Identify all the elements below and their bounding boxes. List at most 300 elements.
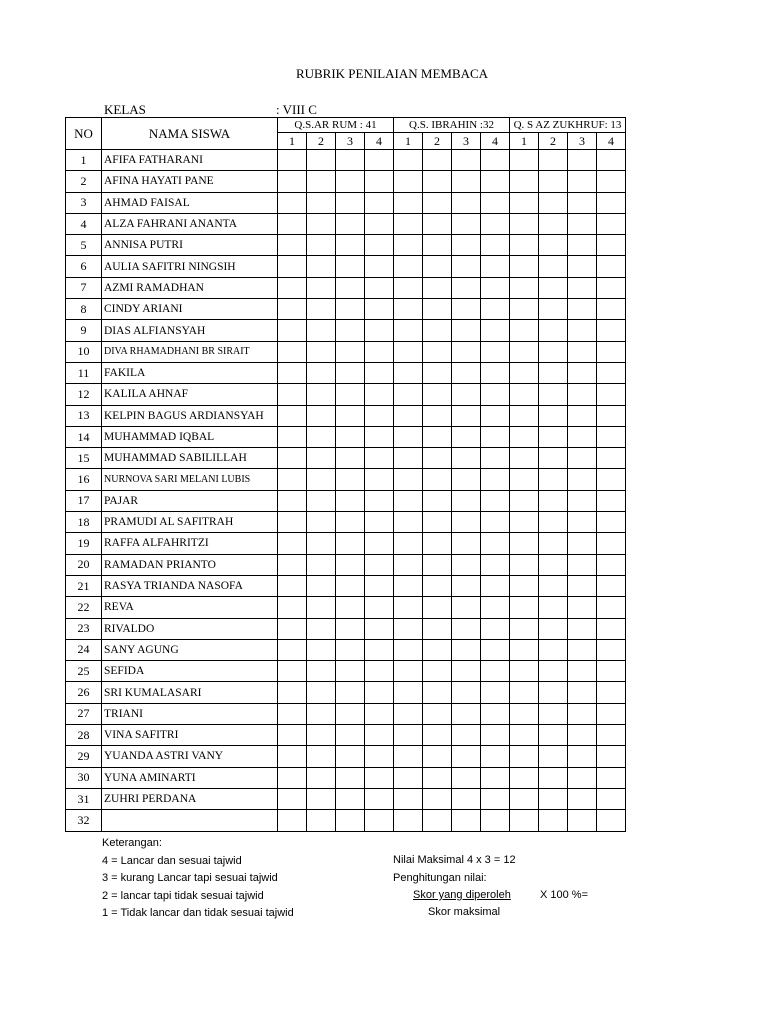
- score-cell[interactable]: [568, 469, 597, 490]
- score-cell[interactable]: [568, 171, 597, 192]
- score-cell[interactable]: [481, 490, 510, 511]
- score-cell[interactable]: [365, 299, 394, 320]
- score-cell[interactable]: [365, 490, 394, 511]
- score-cell[interactable]: [394, 277, 423, 298]
- score-cell[interactable]: [452, 469, 481, 490]
- score-cell[interactable]: [336, 235, 365, 256]
- score-cell[interactable]: [452, 554, 481, 575]
- score-cell[interactable]: [423, 469, 452, 490]
- score-cell[interactable]: [365, 639, 394, 660]
- score-cell[interactable]: [423, 554, 452, 575]
- score-cell[interactable]: [307, 213, 336, 234]
- score-cell[interactable]: [365, 448, 394, 469]
- score-cell[interactable]: [365, 512, 394, 533]
- score-cell[interactable]: [452, 362, 481, 383]
- score-cell[interactable]: [481, 703, 510, 724]
- score-cell[interactable]: [336, 767, 365, 788]
- score-cell[interactable]: [539, 448, 568, 469]
- score-cell[interactable]: [597, 597, 626, 618]
- score-cell[interactable]: [481, 235, 510, 256]
- score-cell[interactable]: [539, 575, 568, 596]
- score-cell[interactable]: [539, 235, 568, 256]
- score-cell[interactable]: [539, 639, 568, 660]
- score-cell[interactable]: [394, 725, 423, 746]
- score-cell[interactable]: [394, 299, 423, 320]
- score-cell[interactable]: [481, 320, 510, 341]
- score-cell[interactable]: [597, 426, 626, 447]
- score-cell[interactable]: [597, 639, 626, 660]
- score-cell[interactable]: [597, 469, 626, 490]
- score-cell[interactable]: [539, 384, 568, 405]
- score-cell[interactable]: [278, 150, 307, 171]
- score-cell[interactable]: [452, 767, 481, 788]
- score-cell[interactable]: [452, 150, 481, 171]
- score-cell[interactable]: [539, 150, 568, 171]
- score-cell[interactable]: [307, 362, 336, 383]
- score-cell[interactable]: [597, 384, 626, 405]
- score-cell[interactable]: [307, 235, 336, 256]
- score-cell[interactable]: [365, 235, 394, 256]
- score-cell[interactable]: [336, 405, 365, 426]
- score-cell[interactable]: [539, 661, 568, 682]
- score-cell[interactable]: [365, 767, 394, 788]
- score-cell[interactable]: [539, 256, 568, 277]
- score-cell[interactable]: [568, 448, 597, 469]
- score-cell[interactable]: [481, 469, 510, 490]
- score-cell[interactable]: [336, 213, 365, 234]
- score-cell[interactable]: [568, 277, 597, 298]
- score-cell[interactable]: [336, 171, 365, 192]
- score-cell[interactable]: [597, 277, 626, 298]
- score-cell[interactable]: [597, 661, 626, 682]
- score-cell[interactable]: [336, 703, 365, 724]
- score-cell[interactable]: [423, 725, 452, 746]
- score-cell[interactable]: [452, 490, 481, 511]
- score-cell[interactable]: [307, 171, 336, 192]
- score-cell[interactable]: [510, 490, 539, 511]
- score-cell[interactable]: [336, 575, 365, 596]
- score-cell[interactable]: [510, 192, 539, 213]
- score-cell[interactable]: [510, 639, 539, 660]
- score-cell[interactable]: [336, 618, 365, 639]
- score-cell[interactable]: [278, 725, 307, 746]
- score-cell[interactable]: [539, 469, 568, 490]
- score-cell[interactable]: [307, 426, 336, 447]
- score-cell[interactable]: [278, 746, 307, 767]
- score-cell[interactable]: [423, 512, 452, 533]
- score-cell[interactable]: [365, 554, 394, 575]
- score-cell[interactable]: [539, 213, 568, 234]
- score-cell[interactable]: [423, 235, 452, 256]
- score-cell[interactable]: [481, 788, 510, 809]
- score-cell[interactable]: [481, 575, 510, 596]
- score-cell[interactable]: [336, 150, 365, 171]
- score-cell[interactable]: [423, 256, 452, 277]
- score-cell[interactable]: [568, 362, 597, 383]
- score-cell[interactable]: [394, 533, 423, 554]
- score-cell[interactable]: [278, 512, 307, 533]
- score-cell[interactable]: [452, 746, 481, 767]
- score-cell[interactable]: [597, 810, 626, 831]
- score-cell[interactable]: [307, 277, 336, 298]
- score-cell[interactable]: [539, 725, 568, 746]
- score-cell[interactable]: [336, 277, 365, 298]
- score-cell[interactable]: [365, 725, 394, 746]
- score-cell[interactable]: [307, 533, 336, 554]
- score-cell[interactable]: [365, 746, 394, 767]
- score-cell[interactable]: [278, 639, 307, 660]
- score-cell[interactable]: [278, 682, 307, 703]
- score-cell[interactable]: [336, 746, 365, 767]
- score-cell[interactable]: [568, 256, 597, 277]
- score-cell[interactable]: [336, 661, 365, 682]
- score-cell[interactable]: [597, 703, 626, 724]
- score-cell[interactable]: [481, 661, 510, 682]
- score-cell[interactable]: [568, 320, 597, 341]
- score-cell[interactable]: [510, 150, 539, 171]
- score-cell[interactable]: [510, 725, 539, 746]
- score-cell[interactable]: [568, 192, 597, 213]
- score-cell[interactable]: [278, 362, 307, 383]
- score-cell[interactable]: [423, 810, 452, 831]
- score-cell[interactable]: [452, 661, 481, 682]
- score-cell[interactable]: [510, 533, 539, 554]
- score-cell[interactable]: [278, 426, 307, 447]
- score-cell[interactable]: [452, 426, 481, 447]
- score-cell[interactable]: [307, 725, 336, 746]
- score-cell[interactable]: [394, 171, 423, 192]
- score-cell[interactable]: [394, 213, 423, 234]
- score-cell[interactable]: [365, 788, 394, 809]
- score-cell[interactable]: [510, 405, 539, 426]
- score-cell[interactable]: [423, 362, 452, 383]
- score-cell[interactable]: [336, 554, 365, 575]
- score-cell[interactable]: [568, 299, 597, 320]
- score-cell[interactable]: [365, 469, 394, 490]
- score-cell[interactable]: [510, 384, 539, 405]
- score-cell[interactable]: [365, 618, 394, 639]
- score-cell[interactable]: [481, 618, 510, 639]
- score-cell[interactable]: [394, 320, 423, 341]
- score-cell[interactable]: [336, 256, 365, 277]
- score-cell[interactable]: [597, 788, 626, 809]
- score-cell[interactable]: [394, 512, 423, 533]
- score-cell[interactable]: [510, 703, 539, 724]
- score-cell[interactable]: [307, 405, 336, 426]
- score-cell[interactable]: [510, 810, 539, 831]
- score-cell[interactable]: [597, 490, 626, 511]
- score-cell[interactable]: [452, 405, 481, 426]
- score-cell[interactable]: [481, 746, 510, 767]
- score-cell[interactable]: [597, 512, 626, 533]
- score-cell[interactable]: [307, 469, 336, 490]
- score-cell[interactable]: [278, 618, 307, 639]
- score-cell[interactable]: [539, 320, 568, 341]
- score-cell[interactable]: [307, 490, 336, 511]
- score-cell[interactable]: [307, 767, 336, 788]
- score-cell[interactable]: [394, 192, 423, 213]
- score-cell[interactable]: [423, 299, 452, 320]
- score-cell[interactable]: [452, 171, 481, 192]
- score-cell[interactable]: [568, 810, 597, 831]
- score-cell[interactable]: [481, 362, 510, 383]
- score-cell[interactable]: [365, 256, 394, 277]
- score-cell[interactable]: [481, 725, 510, 746]
- score-cell[interactable]: [510, 554, 539, 575]
- score-cell[interactable]: [452, 256, 481, 277]
- score-cell[interactable]: [539, 682, 568, 703]
- score-cell[interactable]: [481, 277, 510, 298]
- score-cell[interactable]: [307, 299, 336, 320]
- score-cell[interactable]: [481, 150, 510, 171]
- score-cell[interactable]: [539, 405, 568, 426]
- score-cell[interactable]: [394, 788, 423, 809]
- score-cell[interactable]: [394, 746, 423, 767]
- score-cell[interactable]: [510, 469, 539, 490]
- score-cell[interactable]: [481, 171, 510, 192]
- score-cell[interactable]: [568, 384, 597, 405]
- score-cell[interactable]: [539, 490, 568, 511]
- score-cell[interactable]: [510, 171, 539, 192]
- score-cell[interactable]: [423, 171, 452, 192]
- score-cell[interactable]: [452, 725, 481, 746]
- score-cell[interactable]: [568, 618, 597, 639]
- score-cell[interactable]: [597, 235, 626, 256]
- score-cell[interactable]: [568, 575, 597, 596]
- score-cell[interactable]: [510, 788, 539, 809]
- score-cell[interactable]: [365, 150, 394, 171]
- score-cell[interactable]: [336, 192, 365, 213]
- score-cell[interactable]: [394, 341, 423, 362]
- score-cell[interactable]: [452, 192, 481, 213]
- score-cell[interactable]: [307, 597, 336, 618]
- score-cell[interactable]: [539, 788, 568, 809]
- score-cell[interactable]: [539, 299, 568, 320]
- score-cell[interactable]: [365, 384, 394, 405]
- score-cell[interactable]: [278, 575, 307, 596]
- score-cell[interactable]: [336, 426, 365, 447]
- score-cell[interactable]: [394, 618, 423, 639]
- score-cell[interactable]: [568, 682, 597, 703]
- score-cell[interactable]: [423, 490, 452, 511]
- score-cell[interactable]: [307, 256, 336, 277]
- score-cell[interactable]: [394, 597, 423, 618]
- score-cell[interactable]: [336, 448, 365, 469]
- score-cell[interactable]: [336, 299, 365, 320]
- score-cell[interactable]: [539, 597, 568, 618]
- score-cell[interactable]: [278, 469, 307, 490]
- score-cell[interactable]: [597, 320, 626, 341]
- score-cell[interactable]: [452, 341, 481, 362]
- score-cell[interactable]: [365, 192, 394, 213]
- score-cell[interactable]: [481, 299, 510, 320]
- score-cell[interactable]: [539, 746, 568, 767]
- score-cell[interactable]: [568, 512, 597, 533]
- score-cell[interactable]: [278, 213, 307, 234]
- score-cell[interactable]: [278, 405, 307, 426]
- score-cell[interactable]: [365, 213, 394, 234]
- score-cell[interactable]: [423, 703, 452, 724]
- score-cell[interactable]: [423, 639, 452, 660]
- score-cell[interactable]: [510, 256, 539, 277]
- score-cell[interactable]: [336, 384, 365, 405]
- score-cell[interactable]: [423, 405, 452, 426]
- score-cell[interactable]: [539, 618, 568, 639]
- score-cell[interactable]: [452, 213, 481, 234]
- score-cell[interactable]: [568, 597, 597, 618]
- score-cell[interactable]: [423, 533, 452, 554]
- score-cell[interactable]: [278, 767, 307, 788]
- score-cell[interactable]: [597, 448, 626, 469]
- score-cell[interactable]: [307, 575, 336, 596]
- score-cell[interactable]: [394, 469, 423, 490]
- score-cell[interactable]: [452, 299, 481, 320]
- score-cell[interactable]: [278, 384, 307, 405]
- score-cell[interactable]: [510, 299, 539, 320]
- score-cell[interactable]: [539, 810, 568, 831]
- score-cell[interactable]: [539, 767, 568, 788]
- score-cell[interactable]: [278, 788, 307, 809]
- score-cell[interactable]: [452, 384, 481, 405]
- score-cell[interactable]: [394, 384, 423, 405]
- score-cell[interactable]: [597, 171, 626, 192]
- score-cell[interactable]: [278, 533, 307, 554]
- score-cell[interactable]: [452, 788, 481, 809]
- score-cell[interactable]: [597, 618, 626, 639]
- score-cell[interactable]: [336, 512, 365, 533]
- score-cell[interactable]: [365, 320, 394, 341]
- score-cell[interactable]: [278, 299, 307, 320]
- score-cell[interactable]: [394, 490, 423, 511]
- score-cell[interactable]: [481, 426, 510, 447]
- score-cell[interactable]: [539, 192, 568, 213]
- score-cell[interactable]: [568, 213, 597, 234]
- score-cell[interactable]: [452, 597, 481, 618]
- score-cell[interactable]: [423, 448, 452, 469]
- score-cell[interactable]: [336, 725, 365, 746]
- score-cell[interactable]: [278, 341, 307, 362]
- score-cell[interactable]: [510, 618, 539, 639]
- score-cell[interactable]: [568, 639, 597, 660]
- score-cell[interactable]: [307, 682, 336, 703]
- score-cell[interactable]: [423, 618, 452, 639]
- score-cell[interactable]: [481, 256, 510, 277]
- score-cell[interactable]: [394, 256, 423, 277]
- score-cell[interactable]: [597, 256, 626, 277]
- score-cell[interactable]: [365, 277, 394, 298]
- score-cell[interactable]: [307, 746, 336, 767]
- score-cell[interactable]: [307, 448, 336, 469]
- score-cell[interactable]: [307, 384, 336, 405]
- score-cell[interactable]: [539, 426, 568, 447]
- score-cell[interactable]: [307, 810, 336, 831]
- score-cell[interactable]: [336, 320, 365, 341]
- score-cell[interactable]: [307, 639, 336, 660]
- score-cell[interactable]: [568, 426, 597, 447]
- score-cell[interactable]: [423, 277, 452, 298]
- score-cell[interactable]: [365, 171, 394, 192]
- score-cell[interactable]: [597, 192, 626, 213]
- score-cell[interactable]: [597, 746, 626, 767]
- score-cell[interactable]: [539, 533, 568, 554]
- score-cell[interactable]: [394, 703, 423, 724]
- score-cell[interactable]: [452, 533, 481, 554]
- score-cell[interactable]: [365, 575, 394, 596]
- score-cell[interactable]: [423, 788, 452, 809]
- score-cell[interactable]: [510, 682, 539, 703]
- score-cell[interactable]: [510, 448, 539, 469]
- score-cell[interactable]: [568, 235, 597, 256]
- score-cell[interactable]: [597, 725, 626, 746]
- score-cell[interactable]: [452, 810, 481, 831]
- score-cell[interactable]: [597, 213, 626, 234]
- score-cell[interactable]: [336, 490, 365, 511]
- score-cell[interactable]: [278, 810, 307, 831]
- score-cell[interactable]: [394, 810, 423, 831]
- score-cell[interactable]: [481, 192, 510, 213]
- score-cell[interactable]: [423, 150, 452, 171]
- score-cell[interactable]: [336, 533, 365, 554]
- score-cell[interactable]: [481, 512, 510, 533]
- score-cell[interactable]: [481, 384, 510, 405]
- score-cell[interactable]: [307, 192, 336, 213]
- score-cell[interactable]: [278, 277, 307, 298]
- score-cell[interactable]: [481, 597, 510, 618]
- score-cell[interactable]: [307, 661, 336, 682]
- score-cell[interactable]: [568, 725, 597, 746]
- score-cell[interactable]: [423, 426, 452, 447]
- score-cell[interactable]: [568, 746, 597, 767]
- score-cell[interactable]: [423, 767, 452, 788]
- score-cell[interactable]: [394, 362, 423, 383]
- score-cell[interactable]: [568, 703, 597, 724]
- score-cell[interactable]: [597, 554, 626, 575]
- score-cell[interactable]: [278, 490, 307, 511]
- score-cell[interactable]: [307, 618, 336, 639]
- score-cell[interactable]: [597, 341, 626, 362]
- score-cell[interactable]: [278, 320, 307, 341]
- score-cell[interactable]: [539, 362, 568, 383]
- score-cell[interactable]: [365, 362, 394, 383]
- score-cell[interactable]: [278, 192, 307, 213]
- score-cell[interactable]: [510, 661, 539, 682]
- score-cell[interactable]: [394, 426, 423, 447]
- score-cell[interactable]: [365, 533, 394, 554]
- score-cell[interactable]: [394, 682, 423, 703]
- score-cell[interactable]: [278, 448, 307, 469]
- score-cell[interactable]: [568, 661, 597, 682]
- score-cell[interactable]: [510, 341, 539, 362]
- score-cell[interactable]: [365, 426, 394, 447]
- score-cell[interactable]: [510, 512, 539, 533]
- score-cell[interactable]: [452, 235, 481, 256]
- score-cell[interactable]: [568, 341, 597, 362]
- score-cell[interactable]: [510, 767, 539, 788]
- score-cell[interactable]: [365, 597, 394, 618]
- score-cell[interactable]: [394, 235, 423, 256]
- score-cell[interactable]: [423, 597, 452, 618]
- score-cell[interactable]: [452, 639, 481, 660]
- score-cell[interactable]: [452, 277, 481, 298]
- score-cell[interactable]: [481, 810, 510, 831]
- score-cell[interactable]: [481, 213, 510, 234]
- score-cell[interactable]: [539, 512, 568, 533]
- score-cell[interactable]: [510, 426, 539, 447]
- score-cell[interactable]: [597, 767, 626, 788]
- score-cell[interactable]: [597, 405, 626, 426]
- score-cell[interactable]: [481, 448, 510, 469]
- score-cell[interactable]: [336, 788, 365, 809]
